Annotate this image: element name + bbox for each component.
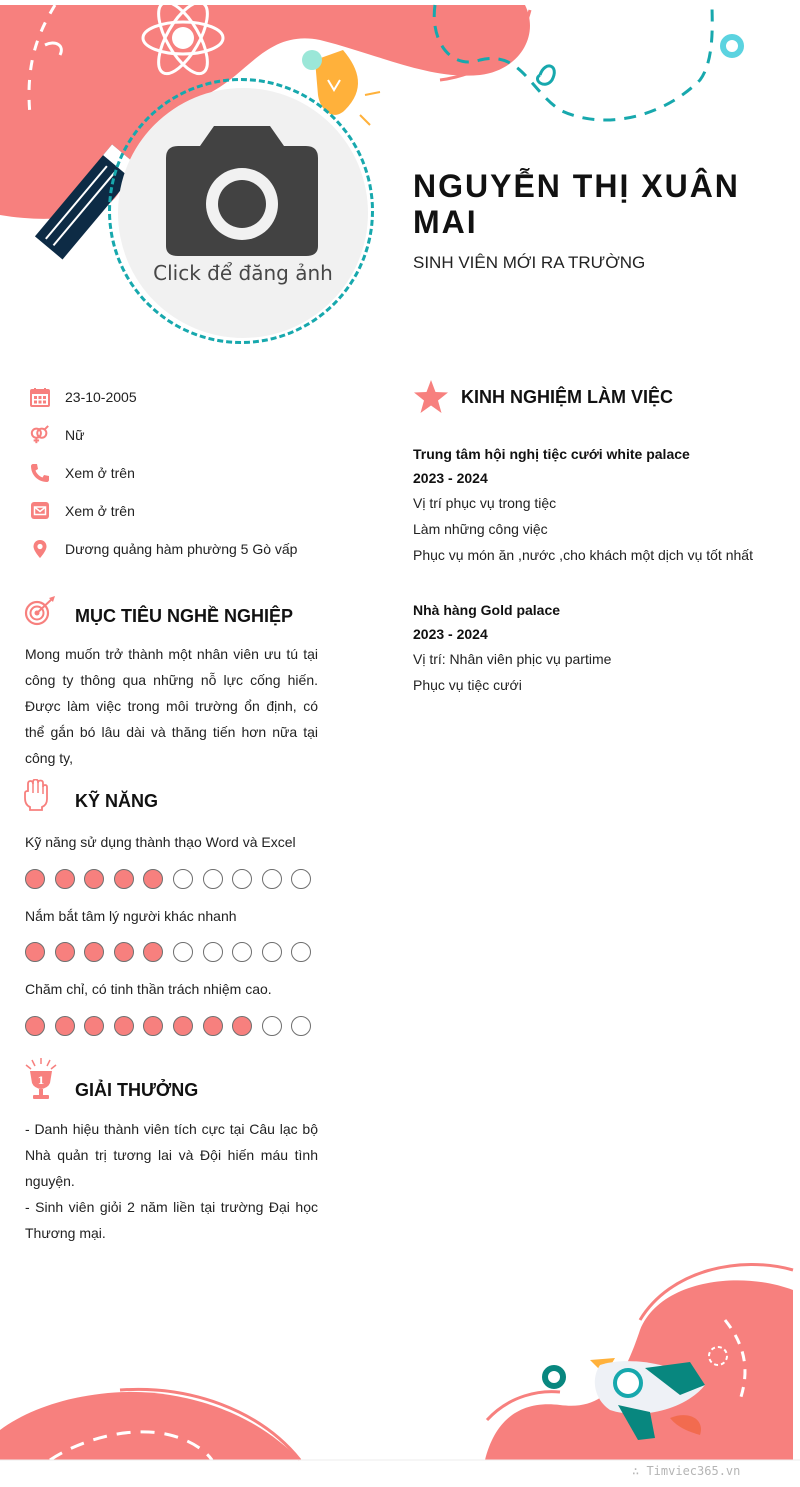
email-icon	[30, 501, 50, 521]
award-1: - Danh hiệu thành viên tích cực tại Câu lạc bộ Nhà quản trị tương lai và Đội hiến máu tình nguyện.	[25, 1121, 318, 1189]
address-value: Dương quảng hàm phường 5 Gò vấp	[65, 541, 298, 557]
job-1-period: 2023 - 2024	[413, 470, 488, 486]
rating-dot-filled	[84, 869, 104, 889]
contact-address	[30, 539, 350, 561]
birthday-value: 23-10-2005	[65, 389, 137, 405]
email-value: Xem ở trên	[65, 503, 135, 519]
contact-birthday	[30, 387, 350, 409]
rating-dot-empty	[262, 1016, 282, 1036]
trophy-icon	[24, 1058, 58, 1102]
skill-3-rating	[25, 1016, 325, 1040]
phone-value: Xem ở trên	[65, 465, 135, 481]
rating-dot-filled	[25, 1016, 45, 1036]
watermark: ∴ Timviec365.vn	[632, 1464, 741, 1478]
location-icon	[30, 539, 50, 559]
rating-dot-filled	[114, 942, 134, 962]
rating-dot-filled	[55, 869, 75, 889]
rating-dot-empty	[291, 942, 311, 962]
skill-2-rating	[25, 942, 325, 966]
rating-dot-empty	[291, 869, 311, 889]
rating-dot-empty	[203, 942, 223, 962]
contact-phone	[30, 463, 350, 485]
rating-dot-empty	[291, 1016, 311, 1036]
job-2-period: 2023 - 2024	[413, 626, 488, 642]
gender-icon	[30, 425, 50, 445]
teal-ring-icon	[723, 37, 741, 55]
photo-upload[interactable]	[118, 88, 368, 338]
gender-value: Nữ	[65, 427, 85, 443]
rating-dot-filled	[143, 869, 163, 889]
rating-dot-empty	[173, 869, 193, 889]
award-2: - Sinh viên giỏi 2 năm liền tại trường Đại học Thương mại.	[25, 1199, 318, 1241]
contact-gender	[30, 425, 350, 447]
rating-dot-filled	[143, 942, 163, 962]
hand-icon	[24, 779, 48, 811]
rating-dot-filled	[55, 942, 75, 962]
rating-dot-filled	[173, 1016, 193, 1036]
rating-dot-filled	[84, 1016, 104, 1036]
candidate-name: NGUYỄN THỊ XUÂN MAI	[413, 168, 740, 240]
rating-dot-filled	[143, 1016, 163, 1036]
target-icon	[24, 596, 58, 628]
candidate-position: SINH VIÊN MỚI RA TRƯỜNG	[413, 253, 646, 272]
phone-icon	[30, 463, 50, 483]
rating-dot-empty	[262, 942, 282, 962]
rating-dot-filled	[25, 869, 45, 889]
bottom-left-blob	[0, 1392, 300, 1460]
rating-dot-filled	[114, 869, 134, 889]
rating-dot-empty	[232, 942, 252, 962]
objective-text: Mong muốn trở thành một nhân viên ưu tú tại công ty thông qua những nỗ lực cống hiến. Được làm việc trong môi trường ổn định, có thể gắn bó lâu dài và thăng tiến hơn nữa tại công ty,	[25, 646, 318, 766]
objective-title: MỤC TIÊU NGHỀ NGHIỆP	[75, 606, 294, 626]
job-1-detail-2: Làm những công việc	[413, 521, 548, 537]
skills-title: KỸ NĂNG	[75, 791, 159, 811]
job-1-detail-1: Vị trí phục vụ trong tiệc	[413, 495, 557, 511]
job-2-company: Nhà hàng Gold palace	[413, 602, 561, 618]
job-1-company: Trung tâm hội nghị tiệc cưới white palace	[413, 446, 690, 462]
skill-3-name: Chăm chỉ, có tinh thần trách nhiệm cao.	[25, 981, 272, 997]
camera-icon	[166, 126, 318, 256]
svg-text:1: 1	[37, 1076, 45, 1087]
rating-dot-filled	[114, 1016, 134, 1036]
rating-dot-empty	[232, 869, 252, 889]
contact-email	[30, 501, 350, 523]
experience-title: KINH NGHIỆM LÀM VIỆC	[461, 387, 674, 407]
calendar-icon	[30, 387, 50, 407]
rating-dot-filled	[84, 942, 104, 962]
job-2-detail-1: Vị trí: Nhân viên phịc vụ partime	[413, 651, 612, 667]
awards-title: GIẢI THƯỞNG	[75, 1080, 199, 1100]
rating-dot-filled	[203, 1016, 223, 1036]
rating-dot-empty	[203, 869, 223, 889]
photo-upload-label: Click để đăng ảnh	[153, 261, 333, 285]
skill-2-name: Nắm bắt tâm lý người khác nhanh	[25, 908, 237, 924]
skill-1-name: Kỹ năng sử dụng thành thạo Word và Excel	[25, 834, 296, 850]
rating-dot-empty	[173, 942, 193, 962]
rating-dot-filled	[55, 1016, 75, 1036]
rating-dot-filled	[25, 942, 45, 962]
skill-1-rating	[25, 869, 325, 893]
rating-dot-filled	[232, 1016, 252, 1036]
job-1-detail-3: Phục vụ món ăn ,nước ,cho khách một dịch vụ tốt nhất	[413, 547, 753, 563]
rating-dot-empty	[262, 869, 282, 889]
star-icon	[413, 380, 449, 414]
job-2-detail-2: Phục vụ tiệc cưới	[413, 677, 522, 693]
